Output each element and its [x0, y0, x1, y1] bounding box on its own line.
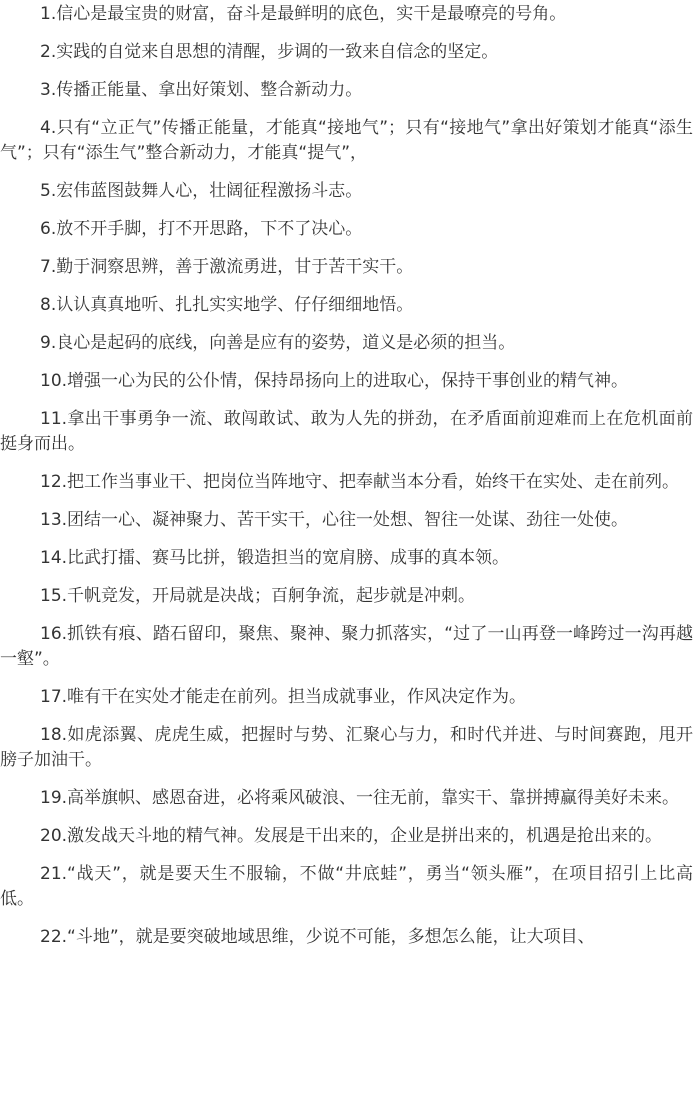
- paragraph-19: 19.高举旗帜、感恩奋进，必将乘风破浪、一往无前，靠实干、靠拼搏赢得美好未来。: [40, 788, 680, 808]
- paragraph-10: 10.增强一心为民的公仆情，保持昂扬向上的进取心，保持干事创业的精气神。: [40, 371, 629, 391]
- paragraph-9: 9.良心是起码的底线，向善是应有的姿势，道义是必须的担当。: [40, 333, 516, 353]
- paragraph-8: 8.认认真真地听、扎扎实实地学、仔仔细细地悟。: [40, 295, 414, 315]
- paragraph-14: 14.比武打擂、赛马比拼，锻造担当的宽肩膀、成事的真本领。: [40, 548, 510, 568]
- paragraph-16: 16.抓铁有痕、踏石留印，聚焦、聚神、聚力抓落实，“过了一山再登一峰跨过一沟再越一壑”。: [0, 624, 693, 669]
- paragraph-4: 4.只有“立正气”传播正能量，才能真“接地气”；只有“接地气”拿出好策划才能真“添生气”；只有“添生气”整合新动力，才能真“提气”，: [0, 118, 693, 163]
- paragraph-5: 5.宏伟蓝图鼓舞人心，壮阔征程激扬斗志。: [40, 181, 363, 201]
- paragraph-17: 17.唯有干在实处才能走在前列。担当成就事业，作风决定作为。: [40, 687, 527, 707]
- paragraph-21: 21.“战天”，就是要天生不服输，不做“井底蛙”，勇当“领头雁”，在项目招引上比高低。: [0, 864, 693, 909]
- paragraph-12: 12.把工作当事业干、把岗位当阵地守、把奉献当本分看，始终干在实处、走在前列。: [40, 472, 680, 492]
- paragraph-7: 7.勤于洞察思辨，善于激流勇进，甘于苦干实干。: [40, 257, 414, 277]
- paragraph-6: 6.放不开手脚，打不开思路，下不了决心。: [40, 219, 363, 239]
- paragraph-3: 3.传播正能量、拿出好策划、整合新动力。: [40, 80, 363, 100]
- paragraph-1: 1.信心是最宝贵的财富，奋斗是最鲜明的底色，实干是最嘹亮的号角。: [40, 4, 567, 24]
- paragraph-2: 2.实践的自觉来自思想的清醒，步调的一致来自信念的坚定。: [40, 42, 499, 62]
- paragraph-11: 11.拿出干事勇争一流、敢闯敢试、敢为人先的拼劲，在矛盾面前迎难而上在危机面前挺身而出。: [0, 409, 693, 454]
- paragraph-20: 20.激发战天斗地的精气神。发展是干出来的，企业是拼出来的，机遇是抢出来的。: [40, 826, 663, 846]
- paragraph-22: 22.“斗地”，就是要突破地域思维，少说不可能，多想怎么能，让大项目、: [40, 927, 595, 947]
- paragraph-15: 15.千帆竞发，开局就是决战；百舸争流，起步就是冲刺。: [40, 586, 476, 606]
- paragraph-18: 18.如虎添翼、虎虎生威，把握时与势、汇聚心与力，和时代并进、与时间赛跑，甩开膀子加油干。: [0, 725, 693, 770]
- paragraph-13: 13.团结一心、凝神聚力、苦干实干，心往一处想、智往一处谋、劲往一处使。: [40, 510, 629, 530]
